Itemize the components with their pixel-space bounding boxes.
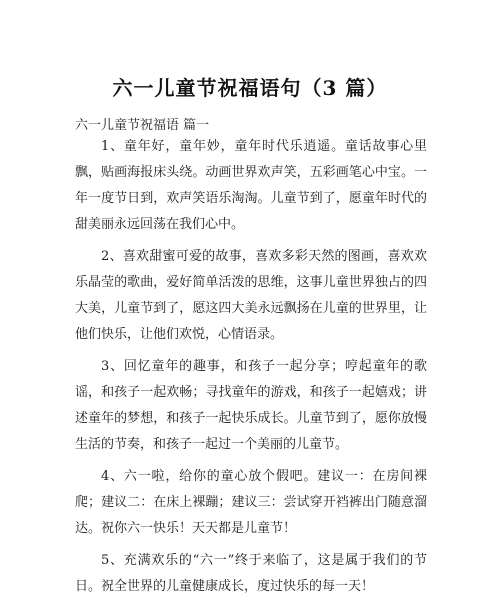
paragraph-3: 3、回忆童年的趣事，和孩子一起分享；哼起童年的歌谣，和孩子一起欢畅；寻找童年的游戏，和孩子一起嬉戏；讲述童年的梦想，和孩子一起快乐成长。儿童节到了，愿你放慢生活的节奏，和孩子一起过一个美丽的儿童节。 (75, 359, 427, 452)
paragraph-4: 4、六一啦，给你的童心放个假吧。建议一：在房间裸爬；建议二：在床上裸蹦；建议三：尝试穿开裆裤出门随意溜达。祝你六一快乐！天天都是儿童节！ (75, 469, 427, 536)
paragraph-5: 5、充满欢乐的“六一”终于来临了，这是属于我们的节日。祝全世界的儿童健康成长，度过快乐的每一天！ (75, 553, 427, 594)
paragraph-1: 1、童年好，童年妙，童年时代乐逍遥。童话故事心里飘，贴画海报床头绕。动画世界欢声笑，五彩画笔心中宝。一年一度节日到，欢声笑语乐淘淘。儿童节到了，愿童年时代的甜美丽永远回荡在我们心中。 (75, 139, 427, 232)
section-heading: 六一儿童节祝福语 篇一 (75, 118, 210, 133)
document-title: 六一儿童节祝福语句（3 篇） (112, 76, 388, 100)
paragraph-2: 2、喜欢甜蜜可爱的故事，喜欢多彩天然的图画，喜欢欢乐晶莹的歌曲，爱好简单活泼的思维，这事儿童世界独占的四大美，儿童节到了，愿这四大美永远飘扬在儿童的世界里，让他们快乐，让他们欢悦，心情语录。 (75, 249, 427, 342)
document-body (75, 134, 427, 606)
